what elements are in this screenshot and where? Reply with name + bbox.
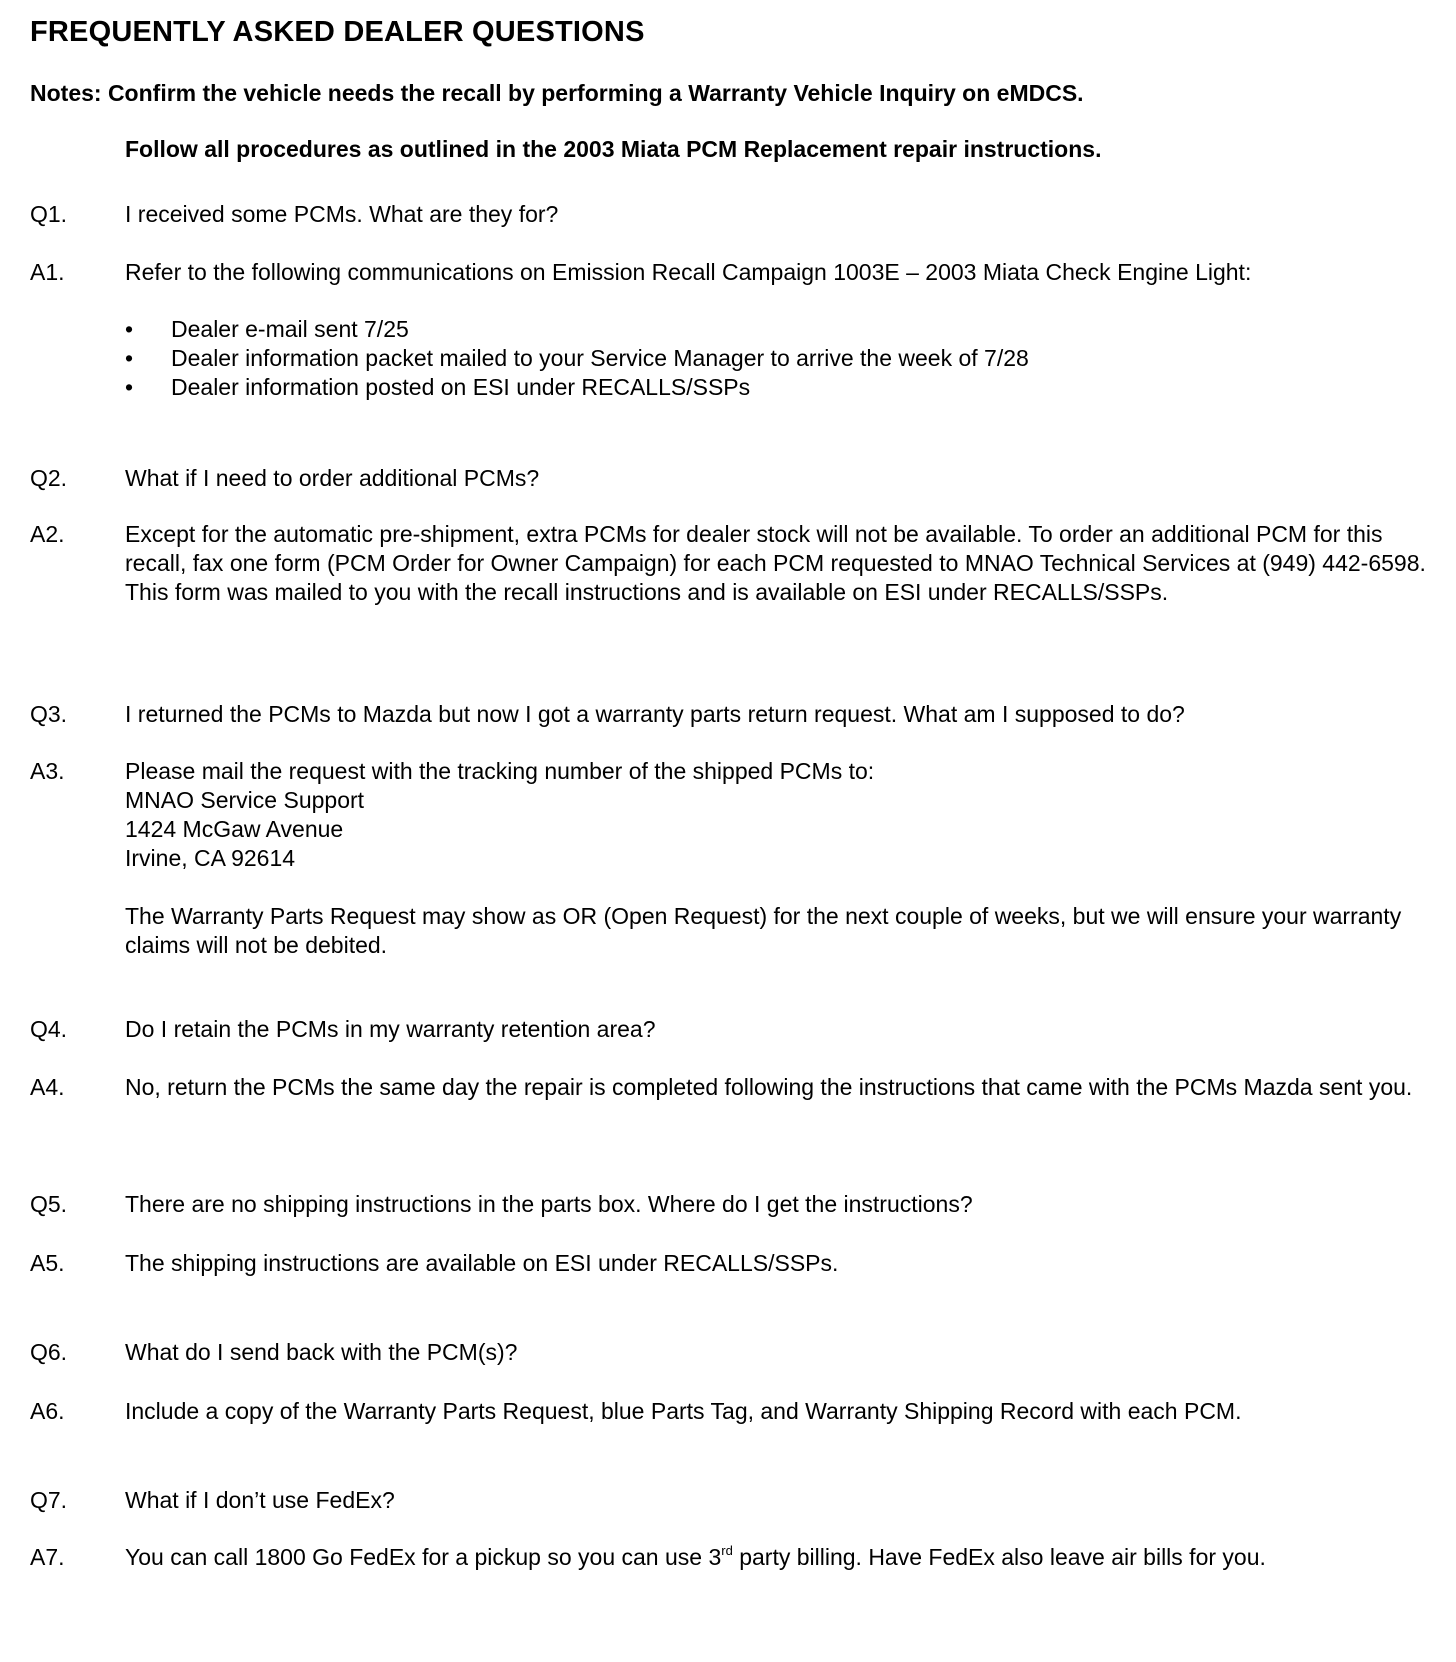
answer-text: Include a copy of the Warranty Parts Request, blue Parts Tag, and Warranty Shipping Record with each PCM. xyxy=(125,1398,1242,1424)
address-line: MNAO Service Support xyxy=(125,787,365,813)
faq-question-5 xyxy=(30,1190,1430,1219)
answer-text: Please mail the request with the tracking number of the shipped PCMs to: xyxy=(125,758,875,784)
question-label: Q3. xyxy=(30,701,68,727)
faq-answer-3 xyxy=(30,757,1430,960)
faq-question-7 xyxy=(30,1486,1430,1515)
question-text: What if I don’t use FedEx? xyxy=(125,1487,395,1513)
question-text: I returned the PCMs to Mazda but now I got a warranty parts return request. What am I supposed to do? xyxy=(125,701,1185,727)
answer-text-continued: The Warranty Parts Request may show as OR (Open Request) for the next couple of weeks, but we will ensure your warranty claims will not be debited. xyxy=(125,903,1402,958)
answer-label: A2. xyxy=(30,521,65,547)
page-title: FREQUENTLY ASKED DEALER QUESTIONS xyxy=(30,16,645,48)
answer-label: A1. xyxy=(30,259,65,285)
answer-label: A5. xyxy=(30,1250,65,1276)
answer-1-bullet-list xyxy=(30,315,1430,402)
question-text: What do I send back with the PCM(s)? xyxy=(125,1339,518,1365)
answer-text: You can call 1800 Go FedEx for a pickup so you can use 3rd party billing. Have FedEx also leave air bills for you. xyxy=(125,1543,1266,1570)
answer-text: The shipping instructions are available on ESI under RECALLS/SSPs. xyxy=(125,1250,839,1276)
answer-label: A3. xyxy=(30,758,65,784)
faq-answer-2 xyxy=(30,520,1430,607)
question-label: Q6. xyxy=(30,1339,68,1365)
bullet-icon: • xyxy=(125,374,134,400)
bullet-icon: • xyxy=(125,345,134,371)
answer-label: A7. xyxy=(30,1544,65,1570)
question-label: Q2. xyxy=(30,465,68,491)
question-text: Do I retain the PCMs in my warranty retention area? xyxy=(125,1016,656,1042)
faq-answer-5 xyxy=(30,1249,1430,1278)
faq-question-1 xyxy=(30,200,1430,229)
faq-answer-6 xyxy=(30,1397,1430,1426)
faq-question-2 xyxy=(30,464,1430,493)
bullet-icon: • xyxy=(125,316,134,342)
faq-question-3 xyxy=(30,700,1430,729)
address-line: 1424 McGaw Avenue xyxy=(125,816,344,842)
notes-line-1: Notes: Confirm the vehicle needs the recall by performing a Warranty Vehicle Inquiry on eMDCS. xyxy=(30,80,1084,106)
address-line: Irvine, CA 92614 xyxy=(125,845,296,871)
answer-text: Except for the automatic pre-shipment, extra PCMs for dealer stock will not be available. To order an additional PCM for this recall, fax one form (PCM Order for Owner Campaign) for each PCM requested to MNAO Technical Services at (949) 442-6598. This form was mailed to you with the recall instructions and is available on ESI under RECALLS/SSPs. xyxy=(125,521,1426,605)
answer-label: A6. xyxy=(30,1398,65,1424)
question-label: Q7. xyxy=(30,1487,68,1513)
question-label: Q1. xyxy=(30,201,68,227)
faq-question-6 xyxy=(30,1338,1430,1367)
ordinal-superscript: rd xyxy=(721,1543,733,1558)
faq-answer-1 xyxy=(30,258,1430,287)
list-item: • Dealer information posted on ESI under RECALLS/SSPs xyxy=(125,374,751,400)
faq-answer-4 xyxy=(30,1073,1430,1102)
question-text: What if I need to order additional PCMs? xyxy=(125,465,540,491)
faq-question-4 xyxy=(30,1015,1430,1044)
answer-label: A4. xyxy=(30,1074,65,1100)
question-text: I received some PCMs. What are they for? xyxy=(125,201,559,227)
question-label: Q5. xyxy=(30,1191,68,1217)
notes-line-2: Follow all procedures as outlined in the 2003 Miata PCM Replacement repair instructions. xyxy=(125,136,1102,162)
faq-answer-7 xyxy=(30,1543,1430,1572)
list-item: • Dealer e-mail sent 7/25 xyxy=(125,316,409,342)
question-label: Q4. xyxy=(30,1016,68,1042)
question-text: There are no shipping instructions in the parts box. Where do I get the instructions? xyxy=(125,1191,973,1217)
answer-text: Refer to the following communications on Emission Recall Campaign 1003E – 2003 Miata Check Engine Light: xyxy=(125,259,1252,285)
answer-text: No, return the PCMs the same day the repair is completed following the instructions that came with the PCMs Mazda sent you. xyxy=(125,1074,1413,1100)
list-item: • Dealer information packet mailed to your Service Manager to arrive the week of 7/28 xyxy=(125,345,1029,371)
